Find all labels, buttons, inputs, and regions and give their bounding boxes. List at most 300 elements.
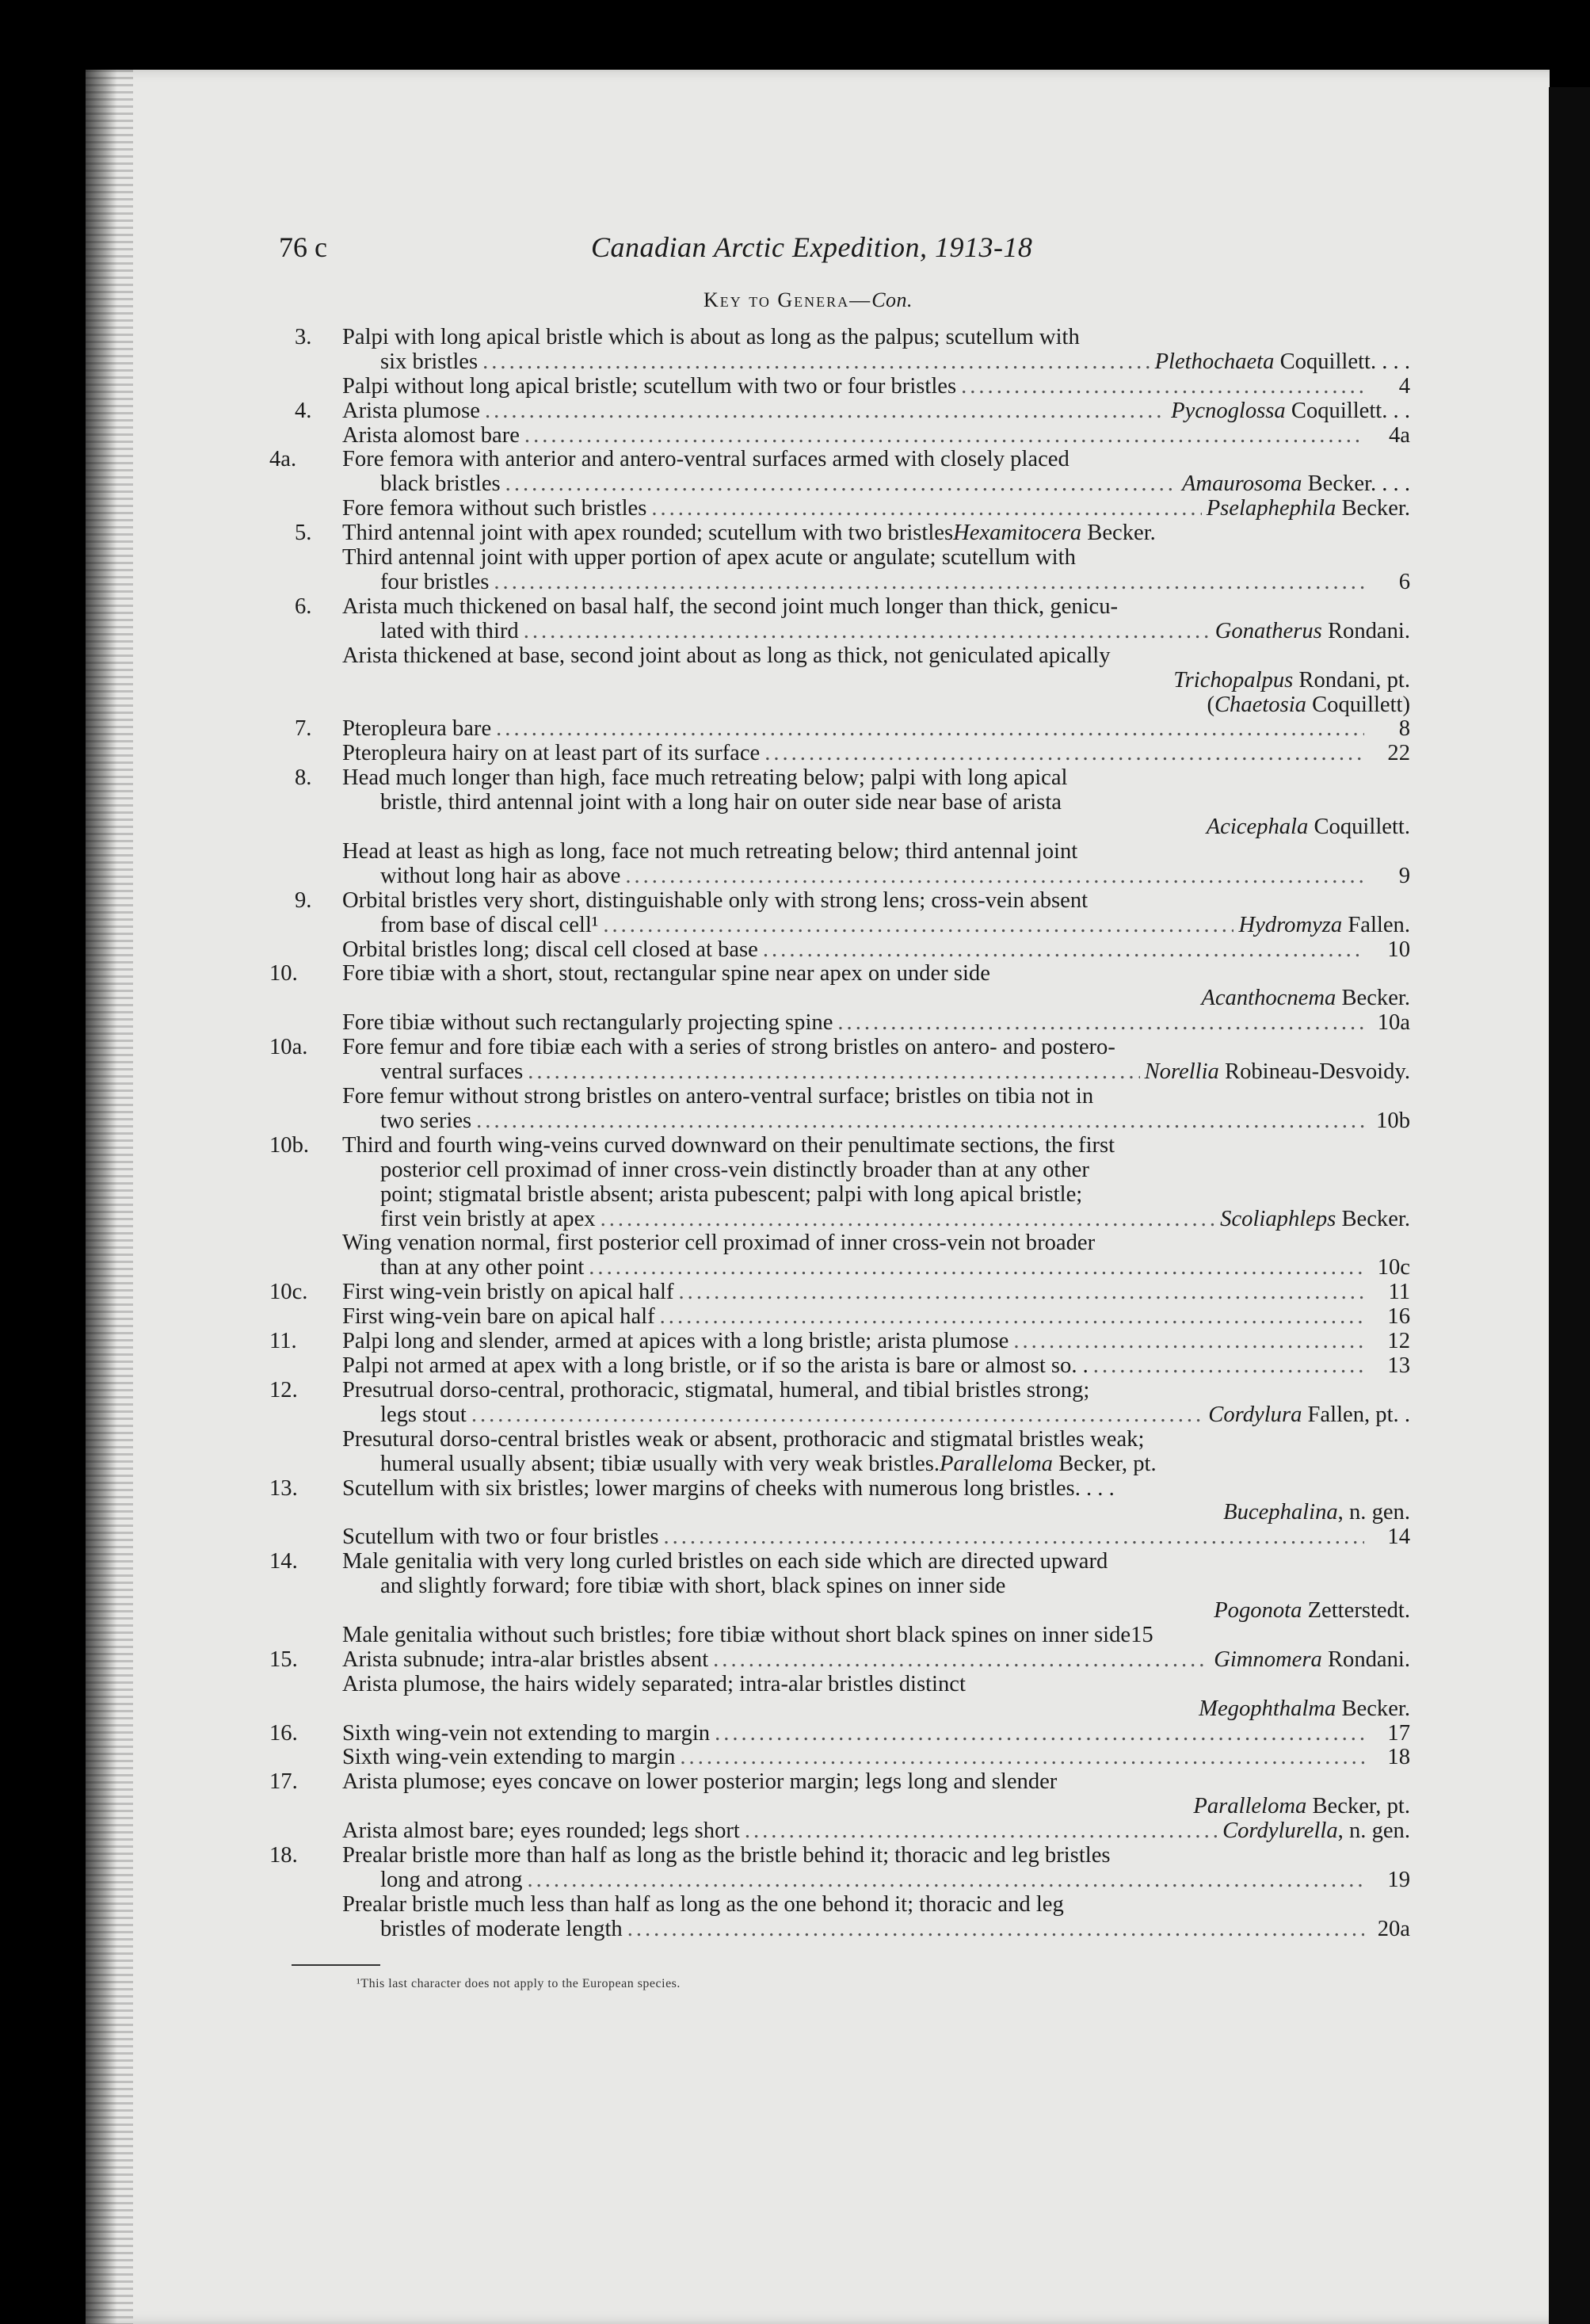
key-couplet [206,1477,1410,1551]
genus-result [1215,620,1410,644]
genus-result [1208,1403,1410,1428]
couplet-number: 16. [269,1720,298,1746]
genus-name: Gonatherus [1214,618,1322,643]
genus-result [1173,669,1410,693]
couplet-number: 10. [269,961,298,986]
leader-dots [471,1403,1203,1428]
key-text: Presutrual dorso-central, prothoracic, stigmatal, humeral, and tibial bristles strong; [342,1377,1090,1402]
key-text: posterior cell proximad of inner cross-vein distinctly broader than at any other [380,1157,1089,1182]
key-text: Pteropleura bare [342,716,492,742]
key-text: Scutellum with six bristles; lower margins of cheeks with numerous long bristles. . . . [342,1475,1115,1501]
couplet-number: 6. [295,593,312,619]
section-title-con: Con. [871,288,913,311]
leader-dots [679,1280,1364,1305]
key-couplet [206,521,1410,595]
key-text: and slightly forward; fore tibiæ with short, black spines on inner side [380,1574,1006,1599]
key-line [206,1208,1410,1232]
couplet-number: 10b. [269,1132,310,1158]
key-couplet [206,1648,1410,1722]
genus-author: Becker, pt. [1312,1794,1410,1819]
couplet-reference [1369,717,1410,742]
genus-result [1193,1795,1410,1819]
key-text: Sixth wing-vein extending to margin [342,1745,676,1770]
key-line [206,717,1410,742]
leader-dots [961,375,1364,399]
key-text: Fore femora without such bristles [342,496,647,521]
couplet-reference [1369,571,1410,595]
couplet-number: 3. [295,324,312,349]
key-line [206,1060,1410,1085]
section-title-text: Key to Genera— [703,288,872,311]
page-number: 76 c [279,231,327,263]
key-line [206,669,1410,693]
key-couplet [206,1379,1410,1477]
leader-dots [715,1722,1364,1746]
leader-dots [528,1060,1139,1085]
key-line [206,1795,1410,1819]
leader-dots [476,1109,1364,1134]
key-text: than at any other point [380,1255,585,1280]
key-line [206,1477,1410,1502]
reference-number: 17 [1387,1720,1410,1746]
key-text: Fore tibiæ without such rectangularly projecting spine [342,1010,833,1036]
reference-number: 4 [1398,373,1410,399]
genus-name: Acanthocnema [1201,986,1336,1011]
key-line [206,1574,1410,1599]
key-couplet [206,1134,1410,1280]
key-text: Arista thickened at base, second joint about as long as thick, not geniculated apically [342,643,1111,668]
key-line [206,521,1410,546]
key-line [206,326,1410,350]
couplet-number: 10a. [269,1035,308,1060]
section-title [206,288,1410,313]
key-text: Head much longer than high, face much retreating below; palpi with long apical [342,765,1068,791]
footnote: ¹This last character does not apply to the European species. [357,1977,681,1990]
key-line [206,1231,1410,1256]
leader-dots [505,472,1177,497]
page-content [206,230,1410,1942]
key-couplet [206,1770,1410,1844]
couplet-reference [1369,1722,1410,1746]
leader-dots [680,1746,1364,1770]
leader-dots [837,1011,1364,1036]
leader-dots [589,1256,1364,1280]
couplet-reference [1369,1525,1410,1550]
couplet-number: 4. [295,398,312,423]
key-line [206,962,1410,986]
couplet-number: 14. [269,1549,298,1574]
couplet-reference [1369,375,1410,399]
key-text: Wing venation normal, first posterior cell proximad of inner cross-vein not broader [342,1231,1096,1256]
leader-dots [527,1868,1364,1893]
key-text: Head at least as high as long, face not much retreating below; third antennal joint [342,838,1078,864]
key-line [206,1648,1410,1673]
genus-name: Trichopalpus [1173,667,1294,693]
couplet-reference [1369,1746,1410,1770]
key-text: Arista much thickened on basal half, the second joint much longer than thick, genicu- [342,593,1119,619]
key-text: Pteropleura hairy on at least part of its surface [342,741,761,766]
key-couplet [206,595,1410,718]
reference-number: 16 [1387,1304,1410,1330]
key-text: Arista alomost bare [342,422,520,448]
couplet-number: 7. [295,716,312,742]
footnote-rule [292,1964,380,1966]
key-line [206,840,1410,864]
key-text: Orbital bristles very short, distinguishable only with strong lens; cross-vein absent [342,887,1089,913]
key-line [206,620,1410,644]
genus-name: Paralleloma [1193,1794,1307,1819]
key-text: bristle, third antennal joint with a long hair on outer side near base of arista [380,790,1062,815]
genus-author: Fallen, pt. . [1307,1402,1410,1427]
key-line [206,1550,1410,1574]
couplet-number: 5. [295,521,312,546]
couplet-number: 10c. [269,1280,308,1305]
couplet-reference [1369,1354,1410,1379]
key-text: humeral usually absent; tibiæ usually with very weak bristles. [380,1451,940,1476]
key-line [206,1280,1410,1305]
genus-result [953,521,1156,546]
key-line [206,864,1410,889]
key-line [206,1085,1410,1109]
leader-dots [663,1525,1364,1550]
key-couplet [206,326,1410,399]
key-line [206,350,1410,375]
couplet-reference [1369,1011,1410,1036]
genus-name: Pselaphephila [1206,496,1336,521]
key-text: First wing-vein bristly on apical half [342,1280,674,1305]
key-text: Presutural dorso-central bristles weak or absent, prothoracic and stigmatal bristles weak; [342,1426,1145,1452]
genus-author: Robineau-Desvoidy. [1225,1059,1410,1085]
genus-name: Pycnoglossa [1171,398,1286,423]
key-text: black bristles [380,471,501,497]
leader-dots [745,1819,1218,1844]
key-text: Sixth wing-vein not extending to margin [342,1720,711,1746]
key-text: bristles of moderate length [380,1916,623,1941]
genus-author: , n. gen. [1337,1500,1410,1525]
couplet-reference [1369,742,1410,766]
genus-author: Becker. [1087,521,1156,546]
key-couplet [206,962,1410,1036]
running-head [206,230,1410,265]
key-text: two series [380,1108,472,1133]
key-line [206,1428,1410,1452]
key-couplet [206,717,1410,766]
key-line [206,1893,1410,1918]
reference-number: 14 [1387,1525,1410,1550]
genus-author: Coquillett. . . . [1279,349,1410,374]
key-line [206,1305,1410,1330]
key-text: lated with third [380,618,519,643]
key-line [206,1011,1410,1036]
key-text: Arista plumose, the hairs widely separated; intra-alar bristles distinct [342,1671,966,1696]
key-line [206,1722,1410,1746]
genus-result [1223,1501,1410,1525]
genus-result [1220,1208,1410,1232]
key-couplet [206,889,1410,963]
key-line [206,472,1410,497]
reference-number: 10a [1377,1010,1410,1036]
genus-result [1199,1697,1410,1722]
key-text: Arista plumose [342,398,480,423]
key-text: six bristles [380,349,479,374]
key-text: Prealar bristle more than half as long as the bristle behind it; thoracic and leg bristles [342,1843,1111,1868]
genus-author: Zetterstedt. [1307,1598,1410,1624]
genus-result [1155,350,1410,375]
key-line [206,1379,1410,1403]
key-text: first vein bristly at apex [380,1206,596,1231]
key-couplet [206,766,1410,889]
key-line [206,1354,1410,1379]
genus-result [1145,1060,1410,1085]
key-line [206,815,1410,840]
key-couplet [206,1550,1410,1648]
key-line [206,1452,1410,1477]
key-couplet [206,399,1410,448]
leader-dots [1013,1330,1364,1354]
key-text: Third antennal joint with apex rounded; scutellum with two bristles [342,521,954,546]
couplet-reference [1369,1330,1410,1354]
genus-name: Gimnomera [1214,1647,1322,1672]
couplet-number: 4a. [269,447,297,472]
key-text: long and atrong [380,1868,523,1892]
genus-author: Becker. [1341,1696,1410,1721]
key-line [206,1599,1410,1624]
key-text: Male genitalia without such bristles; fore tibiæ without short black spines on inner side [342,1622,1131,1647]
leader-dots [603,914,1233,938]
couplet-number: 9. [295,887,312,913]
key-text: ventral surfaces [380,1059,524,1085]
key-line [206,1868,1410,1893]
genus-result [1182,472,1410,497]
genus-author: Coquillett. . . [1291,398,1410,423]
reference-number: 6 [1398,569,1410,594]
genera-key [206,326,1410,1942]
key-line [206,571,1410,595]
couplet-number: 13. [269,1475,298,1501]
genus-result [1214,1599,1410,1624]
key-text: Male genitalia with very long curled bristles on each side which are directed upward [342,1549,1108,1574]
genus-name: Plethochaeta [1154,349,1275,374]
key-line [206,791,1410,815]
leader-dots [627,1918,1364,1942]
genus-result [1238,914,1410,938]
genus-result [1207,815,1410,840]
genus-result [1214,1648,1410,1673]
genus-author: Coquillett) [1312,692,1410,717]
leader-dots [494,571,1364,595]
key-line [206,1501,1410,1525]
key-line [206,1819,1410,1844]
key-line [206,424,1410,448]
key-couplet [206,1330,1410,1379]
key-text: Third and fourth wing-veins curved downward on their penultimate sections, the first [342,1132,1115,1158]
key-line [206,1844,1410,1868]
open-paren: ( [1207,692,1214,717]
leader-dots [660,1305,1364,1330]
couplet-reference [1369,938,1410,963]
leader-dots [764,742,1364,766]
reference-number: 10 [1387,937,1410,962]
reference-number: 11 [1388,1280,1410,1305]
key-line [206,938,1410,963]
key-text: point; stigmatal bristle absent; arista pubescent; palpi with long apical bristle; [380,1181,1083,1207]
couplet-number: 12. [269,1377,298,1402]
genus-name: Pogonota [1214,1598,1302,1624]
couplet-number: 15. [269,1647,298,1672]
couplet-reference [1369,1868,1410,1893]
key-couplet [206,448,1410,521]
key-text: Arista subnude; intra-alar bristles absent [342,1647,709,1672]
key-text: without long hair as above [380,863,621,888]
key-line [206,448,1410,472]
reference-number: 8 [1398,716,1410,742]
reference-number: 9 [1398,863,1410,888]
genus-result [1171,399,1410,424]
key-line [206,914,1410,938]
reference-number: 18 [1387,1745,1410,1770]
leader-dots [651,497,1201,521]
genus-author: , n. gen. [1337,1818,1410,1844]
reference-number: 20a [1377,1916,1410,1941]
key-line [206,986,1410,1011]
key-line [206,1697,1410,1722]
genus-name: Megophthalma [1199,1696,1336,1721]
running-title: Canadian Arctic Expedition, 1913-18 [591,231,1033,263]
key-text: First wing-vein bare on apical half [342,1304,655,1330]
reference-number: 10c [1377,1255,1410,1280]
key-line [206,399,1410,424]
key-text: Scutellum with two or four bristles [342,1525,659,1550]
reference-number: 13 [1387,1353,1410,1378]
reference-number: 19 [1387,1868,1410,1892]
genus-name: Cordylurella [1222,1818,1338,1844]
key-text: four bristles [380,569,490,594]
couplet-reference [1369,424,1410,448]
key-line [206,1256,1410,1280]
reference-number: 22 [1387,741,1410,766]
genus-name: Bucephalina [1223,1500,1338,1525]
key-line [206,1746,1410,1770]
key-line [206,546,1410,571]
key-text: Arista plumose; eyes concave on lower posterior margin; legs long and slender [342,1769,1058,1795]
genus-name: Hexamitocera [953,521,1082,546]
genus-name: Amaurosoma [1181,471,1302,497]
key-text: Palpi without long apical bristle; scutellum with two or four bristles [342,373,957,399]
genus-author: Coquillett. [1314,815,1410,840]
key-couplet [206,1844,1410,1942]
key-line [206,1158,1410,1183]
couplet-reference [1369,864,1410,889]
couplet-reference [1369,1280,1410,1305]
couplet-number: 17. [269,1769,298,1795]
genus-name: Paralleloma [939,1451,1053,1476]
genus-author: Rondani. [1327,618,1410,643]
genus-author: Rondani. [1327,1647,1410,1672]
key-line [206,1134,1410,1158]
leader-dots [763,938,1364,963]
key-line [206,1918,1410,1942]
gutter-texture [86,70,133,2324]
key-couplet [206,1036,1410,1134]
couplet-reference [1369,1109,1410,1134]
key-line [206,497,1410,521]
key-text: Fore femur without strong bristles on antero-ventral surface; bristles on tibia not in [342,1084,1094,1109]
leader-dots [496,717,1364,742]
couplet-number: 18. [269,1843,298,1868]
key-text: Fore tibiæ with a short, stout, rectangular spine near apex on under side [342,961,990,986]
key-line [206,1673,1410,1697]
key-line [206,595,1410,620]
genus-name: Acicephala [1206,815,1309,840]
leader-dots [524,620,1211,644]
key-text: Palpi long and slender, armed at apices with a long bristle; arista plumose [342,1329,1009,1354]
key-line [206,1036,1410,1060]
couplet-reference [1369,1256,1410,1280]
key-text: Fore femora with anterior and antero-ventral surfaces armed with closely placed [342,447,1070,472]
genus-name: Norellia [1144,1059,1219,1085]
couplet-reference [1369,1305,1410,1330]
leader-dots [482,350,1150,375]
couplet-number: 11. [269,1329,297,1354]
genus-result [1207,693,1410,718]
genus-result [1201,986,1410,1011]
key-text: Third antennal joint with upper portion of apex acute or angulate; scutellum with [342,545,1076,571]
genus-author: Becker, pt. [1058,1451,1157,1476]
genus-name: Chaetosia [1214,692,1306,717]
leader-dots [1093,1354,1364,1379]
couplet-number: 8. [295,765,312,791]
key-line [206,644,1410,669]
key-text: from base of discal cell¹ [380,912,599,937]
leader-dots [601,1208,1216,1232]
genus-result [1222,1819,1410,1844]
genus-name: Scoliaphleps [1220,1206,1336,1231]
leader-dots [485,399,1166,424]
key-line [206,693,1410,718]
leader-dots [713,1648,1209,1673]
key-text: Orbital bristles long; discal cell closed at base [342,937,758,962]
genus-author: Becker. . . . [1307,471,1410,497]
key-line [206,375,1410,399]
key-line [206,766,1410,791]
leader-dots [625,864,1364,889]
key-text: Arista almost bare; eyes rounded; legs short [342,1818,740,1844]
couplet-reference [1369,1918,1410,1942]
key-line [206,742,1410,766]
key-line [206,1109,1410,1134]
key-line [206,1403,1410,1428]
facing-page-edge [1549,87,1590,2324]
key-text: Palpi with long apical bristle which is about as long as the palpus; scutellum with [342,324,1080,349]
genus-name: Cordylura [1208,1402,1302,1427]
key-text: legs stout [380,1402,467,1427]
key-couplet [206,1280,1410,1330]
leader-dots [524,424,1364,448]
genus-author: Becker. [1341,1206,1410,1231]
key-text: Fore femur and fore tibiæ each with a series of strong bristles on antero- and postero- [342,1035,1115,1060]
key-line [206,1770,1410,1795]
key-line [206,1525,1410,1550]
key-couplet [206,1722,1410,1771]
genus-result [940,1452,1157,1477]
key-text: Prealar bristle much less than half as long as the one behond it; thoracic and leg [342,1891,1064,1917]
key-line [206,889,1410,914]
reference-number: 15 [1131,1622,1153,1647]
reference-number: 12 [1387,1329,1410,1354]
key-line [206,1624,1410,1648]
genus-author: Fallen. [1348,912,1410,937]
key-line [206,1183,1410,1208]
